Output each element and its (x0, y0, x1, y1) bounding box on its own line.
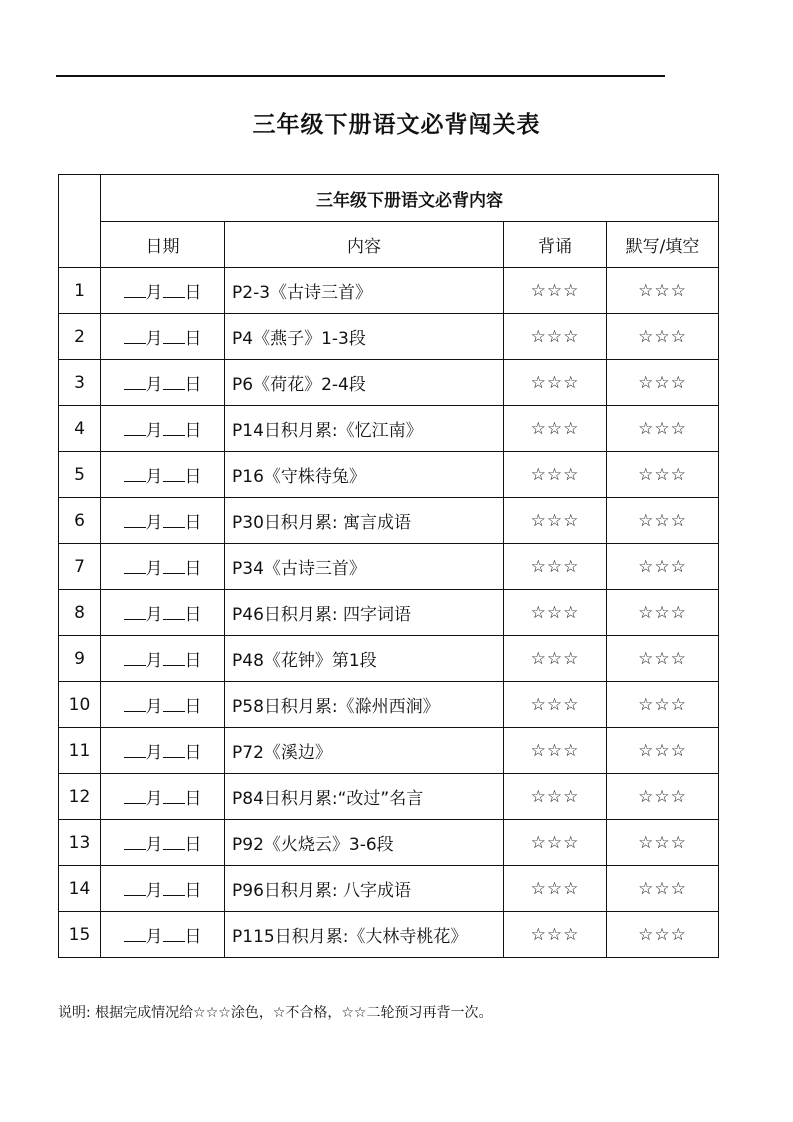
dictation-stars[interactable]: ☆☆☆ (607, 728, 719, 774)
dictation-stars[interactable]: ☆☆☆ (607, 866, 719, 912)
month-label: 月 (145, 559, 163, 579)
table-row (59, 866, 719, 912)
date-field[interactable] (101, 866, 225, 912)
recite-stars[interactable]: ☆☆☆ (504, 866, 607, 912)
row-number: 10 (59, 682, 101, 728)
content-cell: P2-3《古诗三首》 (225, 268, 504, 314)
day-label: 日 (184, 421, 202, 441)
corner-cell (59, 175, 101, 268)
recite-stars[interactable]: ☆☆☆ (504, 636, 607, 682)
month-blank[interactable] (124, 511, 146, 528)
day-blank[interactable] (163, 879, 185, 896)
day-label: 日 (184, 789, 202, 809)
month-label: 月 (145, 467, 163, 487)
recite-stars[interactable]: ☆☆☆ (504, 728, 607, 774)
row-number: 11 (59, 728, 101, 774)
month-label: 月 (145, 421, 163, 441)
month-blank[interactable] (124, 833, 146, 850)
month-blank[interactable] (124, 925, 146, 942)
recite-stars[interactable]: ☆☆☆ (504, 682, 607, 728)
day-label: 日 (184, 697, 202, 717)
day-label: 日 (184, 927, 202, 947)
recite-stars[interactable]: ☆☆☆ (504, 406, 607, 452)
month-blank[interactable] (124, 603, 146, 620)
table-row (59, 912, 719, 958)
recite-stars[interactable]: ☆☆☆ (504, 452, 607, 498)
content-cell: P6《荷花》2-4段 (225, 360, 504, 406)
day-label: 日 (184, 329, 202, 349)
day-blank[interactable] (163, 787, 185, 804)
day-label: 日 (184, 835, 202, 855)
date-field[interactable] (101, 774, 225, 820)
month-label: 月 (145, 743, 163, 763)
month-blank[interactable] (124, 373, 146, 390)
dictation-stars[interactable]: ☆☆☆ (607, 774, 719, 820)
content-cell: P115日积月累:《大林寺桃花》 (225, 912, 504, 958)
row-number: 15 (59, 912, 101, 958)
day-label: 日 (184, 743, 202, 763)
day-blank[interactable] (163, 465, 185, 482)
dictation-stars[interactable]: ☆☆☆ (607, 452, 719, 498)
table-row (59, 590, 719, 636)
date-field[interactable] (101, 912, 225, 958)
month-label: 月 (145, 651, 163, 671)
content-cell: P14日积月累:《忆江南》 (225, 406, 504, 452)
table-header-row (59, 222, 719, 268)
recite-stars[interactable]: ☆☆☆ (504, 360, 607, 406)
day-label: 日 (184, 375, 202, 395)
top-rule (56, 75, 665, 77)
recite-stars[interactable]: ☆☆☆ (504, 268, 607, 314)
day-blank[interactable] (163, 373, 185, 390)
date-field[interactable] (101, 590, 225, 636)
table-row (59, 728, 719, 774)
day-label: 日 (184, 651, 202, 671)
table-caption: 三年级下册语文必背内容 (101, 175, 719, 222)
table-row (59, 268, 719, 314)
month-label: 月 (145, 835, 163, 855)
content-cell: P4《燕子》1-3段 (225, 314, 504, 360)
day-blank[interactable] (163, 695, 185, 712)
content-cell: P84日积月累:“改过”名言 (225, 774, 504, 820)
day-label: 日 (184, 881, 202, 901)
dictation-stars[interactable]: ☆☆☆ (607, 636, 719, 682)
content-cell: P48《花钟》第1段 (225, 636, 504, 682)
recite-stars[interactable]: ☆☆☆ (504, 498, 607, 544)
dictation-stars[interactable]: ☆☆☆ (607, 590, 719, 636)
date-field[interactable] (101, 636, 225, 682)
row-number: 4 (59, 406, 101, 452)
dictation-stars[interactable]: ☆☆☆ (607, 268, 719, 314)
day-blank[interactable] (163, 925, 185, 942)
day-blank[interactable] (163, 649, 185, 666)
instruction-note: 说明: 根据完成情况给☆☆☆涂色，☆不合格，☆☆二轮预习再背一次。 (58, 1005, 493, 1021)
month-label: 月 (145, 283, 163, 303)
date-field[interactable] (101, 406, 225, 452)
row-number: 3 (59, 360, 101, 406)
table-caption-row (59, 175, 719, 222)
recite-stars[interactable]: ☆☆☆ (504, 544, 607, 590)
header-content: 内容 (225, 222, 504, 268)
table-row (59, 498, 719, 544)
month-label: 月 (145, 513, 163, 533)
row-number: 1 (59, 268, 101, 314)
dictation-stars[interactable]: ☆☆☆ (607, 406, 719, 452)
month-blank[interactable] (124, 695, 146, 712)
day-blank[interactable] (163, 741, 185, 758)
row-number: 12 (59, 774, 101, 820)
day-blank[interactable] (163, 419, 185, 436)
day-label: 日 (184, 467, 202, 487)
content-cell: P30日积月累: 寓言成语 (225, 498, 504, 544)
date-field[interactable] (101, 820, 225, 866)
table-row (59, 820, 719, 866)
date-field[interactable] (101, 682, 225, 728)
day-label: 日 (184, 513, 202, 533)
day-blank[interactable] (163, 511, 185, 528)
day-blank[interactable] (163, 281, 185, 298)
date-field[interactable] (101, 728, 225, 774)
row-number: 13 (59, 820, 101, 866)
dictation-stars[interactable]: ☆☆☆ (607, 820, 719, 866)
row-number: 8 (59, 590, 101, 636)
row-number: 6 (59, 498, 101, 544)
recite-stars[interactable]: ☆☆☆ (504, 820, 607, 866)
month-blank[interactable] (124, 649, 146, 666)
header-recite: 背诵 (504, 222, 607, 268)
dictation-stars[interactable]: ☆☆☆ (607, 544, 719, 590)
dictation-stars[interactable]: ☆☆☆ (607, 682, 719, 728)
day-blank[interactable] (163, 557, 185, 574)
date-field[interactable] (101, 314, 225, 360)
header-dictation: 默写/填空 (607, 222, 719, 268)
month-label: 月 (145, 697, 163, 717)
row-number: 9 (59, 636, 101, 682)
recite-stars[interactable]: ☆☆☆ (504, 774, 607, 820)
content-cell: P16《守株待兔》 (225, 452, 504, 498)
dictation-stars[interactable]: ☆☆☆ (607, 360, 719, 406)
month-blank[interactable] (124, 281, 146, 298)
date-field[interactable] (101, 360, 225, 406)
date-field[interactable] (101, 544, 225, 590)
table-row (59, 544, 719, 590)
month-blank[interactable] (124, 465, 146, 482)
month-blank[interactable] (124, 419, 146, 436)
day-blank[interactable] (163, 327, 185, 344)
month-label: 月 (145, 605, 163, 625)
month-label: 月 (145, 789, 163, 809)
date-field[interactable] (101, 452, 225, 498)
month-label: 月 (145, 329, 163, 349)
month-blank[interactable] (124, 557, 146, 574)
month-blank[interactable] (124, 787, 146, 804)
row-number: 7 (59, 544, 101, 590)
month-label: 月 (145, 375, 163, 395)
month-blank[interactable] (124, 741, 146, 758)
day-blank[interactable] (163, 603, 185, 620)
date-field[interactable] (101, 498, 225, 544)
table-row (59, 774, 719, 820)
recite-stars[interactable]: ☆☆☆ (504, 314, 607, 360)
month-blank[interactable] (124, 879, 146, 896)
dictation-stars[interactable]: ☆☆☆ (607, 498, 719, 544)
date-field[interactable] (101, 268, 225, 314)
table-row (59, 360, 719, 406)
month-blank[interactable] (124, 327, 146, 344)
content-cell: P58日积月累:《滁州西涧》 (225, 682, 504, 728)
recite-stars[interactable]: ☆☆☆ (504, 912, 607, 958)
day-label: 日 (184, 559, 202, 579)
month-label: 月 (145, 881, 163, 901)
day-label: 日 (184, 605, 202, 625)
content-cell: P72《溪边》 (225, 728, 504, 774)
month-label: 月 (145, 927, 163, 947)
table-row (59, 406, 719, 452)
table-row (59, 314, 719, 360)
checklist-table (58, 174, 719, 958)
dictation-stars[interactable]: ☆☆☆ (607, 314, 719, 360)
content-cell: P34《古诗三首》 (225, 544, 504, 590)
row-number: 2 (59, 314, 101, 360)
table-row (59, 682, 719, 728)
content-cell: P96日积月累: 八字成语 (225, 866, 504, 912)
table-row (59, 452, 719, 498)
content-cell: P46日积月累: 四字词语 (225, 590, 504, 636)
dictation-stars[interactable]: ☆☆☆ (607, 912, 719, 958)
row-number: 5 (59, 452, 101, 498)
content-cell: P92《火烧云》3-6段 (225, 820, 504, 866)
day-label: 日 (184, 283, 202, 303)
table-row (59, 636, 719, 682)
header-date: 日期 (101, 222, 225, 268)
document-title: 三年级下册语文必背闯关表 (252, 112, 541, 138)
row-number: 14 (59, 866, 101, 912)
day-blank[interactable] (163, 833, 185, 850)
table-body (59, 268, 719, 958)
recite-stars[interactable]: ☆☆☆ (504, 590, 607, 636)
